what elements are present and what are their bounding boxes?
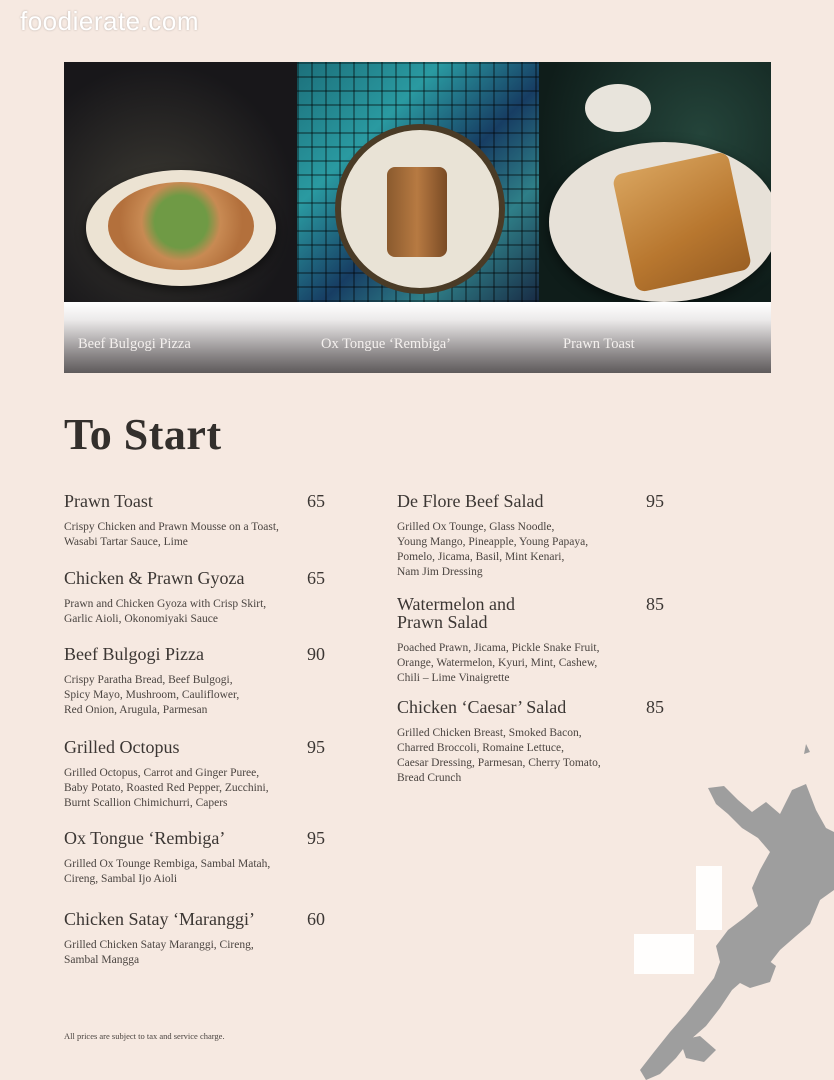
item-description: Grilled Chicken Breast, Smoked Bacon, Charred Broccoli, Romaine Lettuce, Caesar Dressing, Parmesan, Cherry Tomato, Bread Crunch [397,727,601,784]
item-name: Chicken & Prawn Gyoza [64,568,245,588]
skewers-image [387,167,447,257]
item-name: Grilled Octopus [64,737,180,757]
item-description: Prawn and Chicken Gyoza with Crisp Skirt, Garlic Aioli, Okonomiyaki Sauce [64,598,267,625]
item-price: 85 [646,697,664,717]
photo-strip [64,62,771,302]
photo-captions-bar [64,302,771,373]
menu-item [64,645,344,718]
item-price: 95 [307,737,325,757]
menu-item [64,738,344,811]
photo-caption: Prawn Toast [563,336,635,352]
item-price: 85 [646,594,664,614]
toast-image [612,151,752,293]
item-description: Poached Prawn, Jicama, Pickle Snake Fruit, Orange, Watermelon, Kyuri, Mint, Cashew, Chili – Lime Vinaigrette [397,642,600,684]
item-description: Grilled Chicken Satay Maranggi, Cireng, Sambal Mangga [64,939,254,966]
menu-item [397,595,687,686]
item-name: De Flore Beef Salad [397,491,544,511]
photo-caption: Beef Bulgogi Pizza [78,336,191,352]
menu-item [64,829,344,887]
item-name: Ox Tongue ‘Rembiga’ [64,828,226,848]
menu-item [64,569,344,627]
item-price: 60 [307,909,325,929]
item-name: Prawn Toast [64,491,153,511]
item-name: Watermelon and Prawn Salad [397,594,516,632]
decorative-brush-art [620,740,834,1080]
photo-caption: Ox Tongue ‘Rembiga’ [321,336,451,352]
menu-item [64,492,344,550]
beef-bulgogi-pizza-photo [64,62,297,302]
item-price: 95 [646,491,664,511]
item-price: 65 [307,568,325,588]
sauce-bowl [585,84,651,132]
item-description: Grilled Ox Tounge, Glass Noodle, Young Mango, Pineapple, Young Papaya, Pomelo, Jicama, Basil, Mint Kenari, Nam Jim Dressing [397,521,589,578]
item-name: Chicken ‘Caesar’ Salad [397,697,567,717]
item-description: Crispy Chicken and Prawn Mousse on a Toast, Wasabi Tartar Sauce, Lime [64,521,279,548]
prawn-toast-photo [539,62,771,302]
item-price: 65 [307,491,325,511]
menu-item [64,910,344,968]
menu-item [397,492,687,580]
item-description: Grilled Ox Tounge Rembiga, Sambal Matah, Cireng, Sambal Ijo Aioli [64,858,271,885]
price-footnote: All prices are subject to tax and service charge. [64,1031,225,1041]
item-name: Beef Bulgogi Pizza [64,644,204,664]
item-description: Grilled Octopus, Carrot and Ginger Puree, Baby Potato, Roasted Red Pepper, Zucchini, Burnt Scallion Chimichurri, Capers [64,767,269,809]
item-description: Crispy Paratha Bread, Beef Bulgogi, Spicy Mayo, Mushroom, Cauliflower, Red Onion, Arugula, Parmesan [64,674,240,716]
item-price: 90 [307,644,325,664]
item-name: Chicken Satay ‘Maranggi’ [64,909,255,929]
ox-tongue-rembiga-photo [297,62,539,302]
watermark-text: foodierate.com [20,6,199,36]
food-photo-banner [64,62,771,373]
item-price: 95 [307,828,325,848]
pizza-image [108,182,254,270]
section-title: To Start [64,410,222,459]
